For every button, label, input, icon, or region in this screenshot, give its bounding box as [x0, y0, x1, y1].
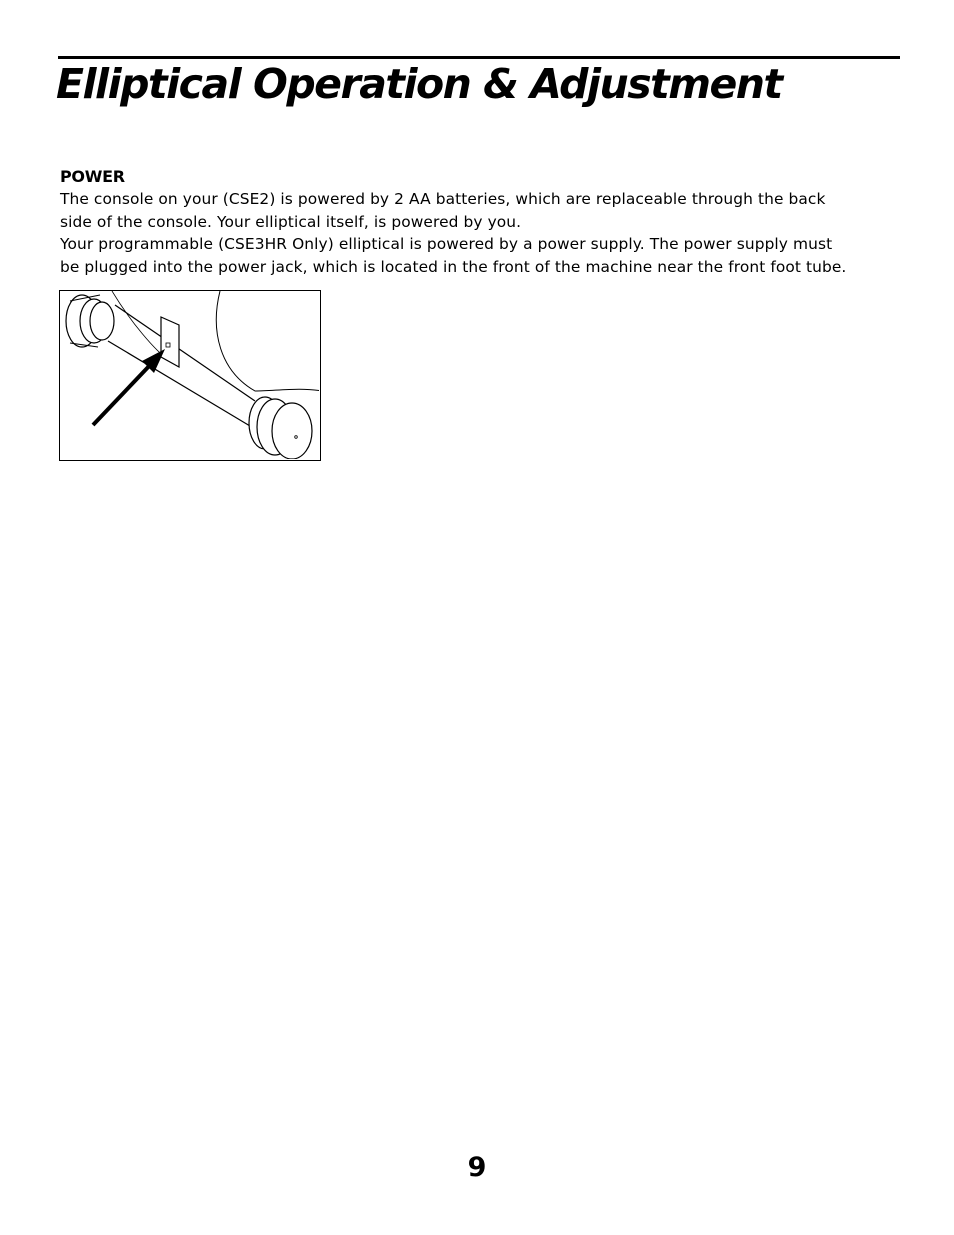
- power-jack-icon: [161, 317, 179, 367]
- section-heading-power: POWER: [60, 167, 125, 186]
- left-end-cap: [66, 295, 114, 347]
- power-text-line-2: side of the console. Your elliptical itself, is powered by you.: [60, 212, 522, 231]
- page-number: 9: [467, 1152, 487, 1183]
- power-jack-figure: [59, 290, 321, 461]
- power-text-line-4: be plugged into the power jack, which is located in the front of the machine near the front foot tube.: [60, 257, 847, 276]
- power-section: [60, 166, 900, 278]
- arrow-icon: [93, 349, 165, 425]
- right-end-cap: [249, 397, 312, 459]
- power-text-line-1: The console on your (CSE2) is powered by 2 AA batteries, which are replaceable through the back: [60, 190, 826, 208]
- page-title: Elliptical Operation & Adjustment: [56, 60, 782, 108]
- title-rule: [58, 56, 900, 59]
- power-text-line-3: Your programmable (CSE3HR Only) elliptical is powered by a power supply. The power supply must: [60, 235, 833, 254]
- power-jack-illustration: [60, 291, 319, 459]
